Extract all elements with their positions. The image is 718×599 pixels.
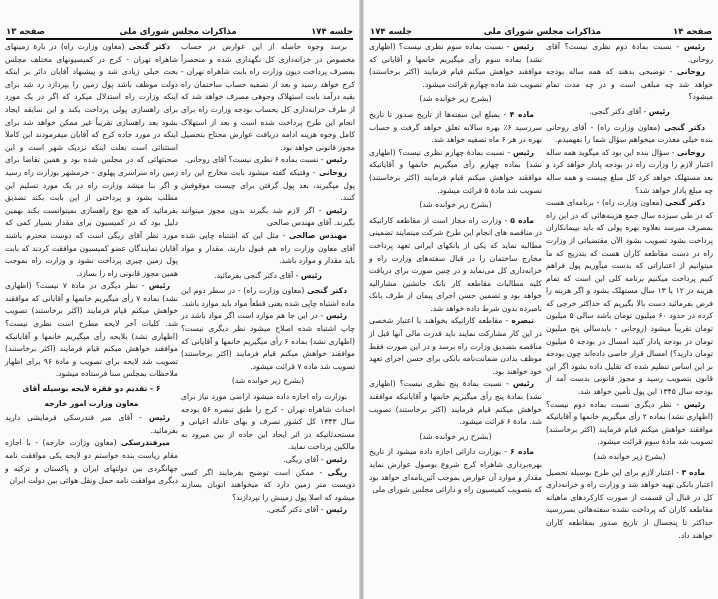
speaker-name: رئیس xyxy=(325,505,347,515)
reading-note xyxy=(546,451,713,464)
paragraph-text: - مقاطعه کارانیکه بخواهند با اعتبار شخصی در این کار مشارکت نمایند باید قدرت مالی آنها قبل از مناقصه بتصدیق وزارت راه برسد و در این صورت فقط موظف بدادن ضمانت‌نامه بانکی برای حسن اجرای تعهد خود خواهند بود. xyxy=(369,316,542,376)
paragraph xyxy=(181,230,355,268)
publication-title: مذاکرات مجلس شورای ملی xyxy=(119,27,237,37)
paragraph xyxy=(369,378,542,428)
speaker-name: روحانی xyxy=(677,147,705,157)
paragraph-text: - اعتبار لازم برای این طرح بوسیله تحصیل اعتبار بانکی تهیه خواهد شد و وزارت راه و خزانه‌داری کل در قبال آن قسمت از صورت کارکردهای ماهیانه مقاطعه کاران که پرداخت نشده سفته‌هائی بسررسید حداکثر تا پنجسال از تاریخ صدور بمقاطعه کاران خواهند داد. xyxy=(546,467,713,540)
paragraph xyxy=(181,391,355,454)
paragraph xyxy=(181,504,355,517)
paragraph xyxy=(369,147,542,197)
paragraph-text: - در این جا هم موارد است اگر مواد باشد در چاپ اشتباه شده اصلاح میشود نظر دیگری نیست؟ (اظهاری نشد) بماده ۶ رأی میگیریم خانمها و آقایانی که موافقند خواهش میکنم قیام فرمایند (اکثر برخاستند) تصویب شد ماده ۷ قرائت میشود. xyxy=(181,311,355,371)
paragraph xyxy=(369,446,542,496)
paragraph-text: بوزارت راه اجازه داده میشود اراضی مورد نیاز برای احداث شاهراه تهران - کرج را طبق تبصره ۵۶ بودجه سال ۱۳۴۳ کل کشور تصرف و بهای عادله اعیانی و مستحدثاتیکه در اثر ایجاد این جاده از بین میرود به مالکین پرداخت نماید. xyxy=(181,392,355,452)
paragraph xyxy=(546,122,713,147)
paragraph-text: - نظر دیگری نسبت بماده دوم نیست؟ (اظهاری نشد) بماده ۲ رأی میگیریم خانمها و آقایانیکه موافقند خواهش میکنم قیام فرمایند (اکثر برخاستند) تصویب شد مادهٔ سوم قرائت میشود. xyxy=(546,399,714,447)
paragraph xyxy=(546,147,713,197)
paragraph xyxy=(546,41,713,66)
reading-note xyxy=(369,93,542,106)
paragraph-text: - مثل این که اشتباه چاپی شده آقای معاون وزارت راه هم قبول دارند، مقدار و مواد باید مقدار و موارد باشد. xyxy=(181,230,355,266)
speaker-name: ماده ۳ xyxy=(681,467,705,477)
speaker-name: تبصره xyxy=(511,316,534,326)
speaker-name: رئیس xyxy=(325,205,347,215)
text-column-right xyxy=(181,41,355,517)
paragraph xyxy=(546,399,713,449)
paragraph-text: (معاون وزارت راه) - آقای روحانی بنده خیلی معذرت میخواهم سؤال شما را نفهمیدم. xyxy=(546,122,713,145)
session-number: جلسه ۱۷۴ xyxy=(370,27,412,37)
paragraph-text: - بوزارت دارائی اجازه داده میشود از تاریخ بهره‌برداری شاهراه کرج شروع بوصول عوارض نماید مقدار و موارد آن عوارض بموجب آئین‌نامه‌ای خواهد بود که بتصویب کمیسیون راه و دارائی مجلس شورای ملی xyxy=(369,447,542,495)
paragraph-text: - وزارت راه مجاز است از مقاطعه کارانیکه در مناقصه های انجام این طرح شرکت مینمایند تضمینی مطالبه نماید که یکی از بانکهای ایرانی تعهد پرداخت مخارج ساختمان را در قبال سفته‌های وزارت راه و خزانه‌داری کل می‌نماید و در چنین صورت برای دریافت کلیه مطالبات مقاطعه کار بانک جانشین مشارالیه خواهد بود و تضمین حسن اجرای پیمان از طرف بانک نامبرده بدون شرط داده خواهد شد. xyxy=(369,215,542,313)
text-column-right xyxy=(546,41,713,542)
paragraph xyxy=(5,41,178,280)
paragraph-text: (بشرح زیر خوانده شد) xyxy=(419,200,492,210)
paragraph-text: - آقای دکتر گنجی. xyxy=(589,106,649,116)
page-number: صفحه ۱۴ xyxy=(673,27,712,37)
paragraph xyxy=(546,106,713,119)
paragraph-text: (بشرح زیر خوانده شد) xyxy=(419,94,492,104)
paragraph-text: - آقای ریگی. xyxy=(283,455,326,464)
paragraph-text: (معاون وزارت راه) - برنامه‌ای هست که در طی سیزده سال جمع هزینه‌هائی که در این راه بمصرف میرسد بعلاوه بهره پولی که باید بپیمانکاران پرداخت بشود تصویب بشود الآن مقتضیاتی از وزارت راه در دست مقاطعه کاران هست که بتدریج که ما میتوانیم از اعتباراتی که بدست میآوریم پول فراهم کنیم پرداخت میکنیم برنامه کلی این است که تمام هزینه در ۱۲ یا ۱۳ سال مستهلک بشود و اگر هزینه را فرض بفرمائید دست بالا بگیریم که حداکثر خرجی که کرده در حدود ۶۰ میلیون تومان باشد سالی ۵ میلیون تومان تقریباً میشود (روحانی - بایدسالی پنج میلیون تومان در بودجه پادار کنید امسال در بودجه ۵ میلیون تومان دارید؟) امسال قرار خاصی داده‌اند چون بودجه بر این اساس تنظیم شده که تقلیل داده بشود اگر این قانون بتصویب رسید و مجوز قانونی بدست آمد از بودجه سال ۱۳۴۵ این پول تأمین خواهد شد. xyxy=(546,198,714,397)
paragraph-text: ۶ - تقدیم دو فقره لایحه بوسیله آقای xyxy=(22,384,161,394)
speaker-name: رئیس xyxy=(683,399,705,409)
speaker-name: رئیس xyxy=(300,270,322,280)
paragraph xyxy=(369,109,542,147)
paragraph xyxy=(5,437,178,487)
speaker-name: میرفندرسکی xyxy=(121,438,170,448)
paragraph-text: - نسبت بماده ۶ نظری نیست؟ آقای روحانی. xyxy=(184,155,326,165)
paragraph xyxy=(181,467,355,505)
reading-note xyxy=(181,375,355,388)
section-heading xyxy=(5,398,178,411)
speaker-name: دکتر گنجی xyxy=(664,122,706,132)
paragraph xyxy=(181,167,355,205)
paragraph-text: - نسبت بماده سوم نظری نیست؟ (اظهاری نشد) بماده سوم رأی میگیریم خانمها و آقایانی که موافقند خواهش میکنم قیام فرمایند (اکثر برخاستند) تصویب شد ماده چهارم قرائت میشود. xyxy=(369,42,542,89)
paragraph xyxy=(5,412,178,437)
speaker-name: رئیس xyxy=(512,379,534,389)
text-column-left xyxy=(5,41,178,488)
paragraph xyxy=(181,310,355,373)
paragraph xyxy=(181,454,355,467)
session-number: جلسه ۱۷۴ xyxy=(311,27,353,37)
paragraph-text: معاون وزارت امور خارجه xyxy=(44,398,139,408)
reading-note xyxy=(369,199,542,212)
section-heading xyxy=(5,383,178,396)
paragraph-text: - آقای میر فندرسکی فرمایشی دارید بفرمائید. xyxy=(5,413,178,435)
speaker-name: رئیس xyxy=(683,42,705,51)
paragraph xyxy=(369,215,542,316)
speaker-name: دکتر گنجی xyxy=(665,198,705,208)
paragraph-text: برسد وجوه حاصله از این عوارض در حساب مخصوص در خزانه‌داری کل نگهداری شده و منحصراً بمصرف پرداخت دیون وزارت راه بابت شاهراه تهران - کرج خواهد رسید و بعد از تصفیه حساب ساختمان راه بقیه درآمد بابت استهلاک وجوهی مصرف خواهد شد که از طرف خزانه‌داری کل بحساب بودجه وزارت راه برای انجام این طرح پرداخت شده است و بعد از استهلاک کامل وجوه هزینه ادامه دریافت عوارض محتاج بتحصیل مجوز قانونی خواهد بود. xyxy=(181,42,355,152)
paragraph-text: (بشرح زیر خوانده شد) xyxy=(593,452,666,461)
paragraph-text: - نسبت بمادهٔ دوم نظری نیست؟ آقای روحانی. xyxy=(546,42,713,64)
speaker-name: رئیس xyxy=(325,311,347,321)
paragraph-text: - نظر دیگری در مادهٔ ۷ نیست؟ (اظهاری نشد) بماده ۷ رأی میگیریم خانمها و آقایانی که موافقند خواهش میکنم قیام فرمایند (اکثر برخاستند) تصویب شد. کلیات آخر لایحه مطرح است نظری نیست؟ (اظهاری نشد) بلایحه رأی میگیریم خانمها و آقایانیکه موافقند خواهش میکنم قیام فرمایند (اکثر برخاستند) تصویب شد لایحه برای تصویب و مادهٔ ۹۶ برای اظهار ملاحظات بمجلس سنا فرستاده میشود. xyxy=(5,281,179,379)
paragraph-text: - بمبلغ این سفته‌ها از تاریخ صدور تا تاریخ سررسید ۶٪ بهره سالانه تعلق خواهد گرفت و حساب بهره در هر ۶ ماه تصفیه خواهد شد. xyxy=(369,109,543,145)
speaker-name: روحانی xyxy=(677,67,705,77)
speaker-name: ریگی xyxy=(327,467,347,477)
speaker-name: دکتر گنجی xyxy=(307,286,348,296)
page-header xyxy=(6,24,353,40)
paragraph-text: - اگر لازم شد بگیرند بدون مجوز میتوانند بگیرند. آقای مهندس صالحی xyxy=(181,205,355,228)
speaker-name: روحانی xyxy=(319,167,347,177)
speaker-name: ماده ۶ xyxy=(510,447,534,457)
paragraph xyxy=(181,205,355,230)
paragraph xyxy=(546,467,713,543)
speaker-name: رئیس xyxy=(512,147,534,157)
speaker-name: رئیس xyxy=(148,413,170,423)
publication-title: مذاکرات مجلس شورای ملی xyxy=(483,27,602,37)
page-header xyxy=(370,24,712,40)
paragraph-text: (معاون وزارت خارجه) - با اجازه مقام ریاست بنده خواستم دو لایحه یکی موافقت نامه جهانگردی بین دولتهای ایران و پاکستان و ترکیه و دیگری موافقت نامه حمل ونقل هوائی بین دولت ایران xyxy=(5,438,178,486)
speaker-name: ماده ۵ xyxy=(510,215,535,225)
paragraph xyxy=(5,280,178,381)
paragraph xyxy=(369,315,542,378)
speaker-name: مهندس صالحی xyxy=(289,230,347,240)
speaker-name: رئیس xyxy=(325,455,347,464)
speaker-name: ماده ۴ xyxy=(509,109,534,119)
paragraph-text: - سؤال بنده این بود که میگوید همه ساله اعتبار لازم را وزارت راه در بودجه پادار خواهد کرد و بعد مستهلک خواهد کرد کل مبلغ چیست و همه ساله چه مبلغ پادار خواهد شد؟ xyxy=(546,147,713,195)
paragraph-text: (بشرح زیر خوانده شد) xyxy=(231,376,305,386)
right-page xyxy=(364,0,718,599)
paragraph-text: - ممکن است توضیح بفرمایند اگر کسی دویست متر زمین دارد که میخواهند اتوبان بسازند میشود که اصلا پول زمینش را نپردازند؟ xyxy=(181,467,355,502)
paragraph xyxy=(181,41,355,154)
speaker-name: رئیس xyxy=(648,106,670,116)
paragraph xyxy=(181,154,355,167)
paragraph-text: - آقای دکتر گنجی بفرمائید. xyxy=(214,270,301,280)
paragraph-text: (معاون وزارت راه) - در سطر دوم این ماده اشتباه چاپی شده یعنی قطعاً مواد باید موارد باشد. xyxy=(181,286,355,308)
paragraph xyxy=(181,270,355,283)
paragraph xyxy=(181,285,355,310)
text-column-left xyxy=(369,41,542,497)
paragraph xyxy=(369,41,542,91)
paragraph-text: - نسبت بمادهٔ چهارم نظری نیست؟ (اظهاری نشد) بماده چهارم رأی میگیریم خانمها و آقایانیکه موافقند خواهش میکنم قیام فرمایند (اکثر برخاستند) تصویب شد مادهٔ ۵ قرائت میشود. xyxy=(369,147,542,195)
paragraph-text: (بشرح زیر خوانده شد) xyxy=(419,431,492,441)
paragraph-text: - توضیحی بدهند که همه ساله بودجه خواهد شد چه مبلغی است و در چه مدت تمام میشود؟ xyxy=(546,67,713,102)
paragraph xyxy=(546,66,713,104)
speaker-name: رئیس xyxy=(512,42,534,51)
page-number: صفحه ۱۳ xyxy=(6,27,45,37)
paragraph-text: - آقای دکتر گنجی. xyxy=(266,505,326,515)
reading-note xyxy=(369,431,542,444)
paragraph-text: - وقتیکه گفته میشود بابت مخارج این راه پول میگیرند، بعد پول گرفتن برای چیست موقوفش کنند. xyxy=(181,167,355,203)
speaker-name: دکتر گنجی xyxy=(128,42,170,51)
speaker-name: رئیس xyxy=(148,281,170,291)
paragraph-text: - نسبت بمادهٔ پنج نظری نیست؟ (اظهاری نشد) بمادهٔ پنج رأی میگیریم خانمها و آقایانیکه موافقند خواهش میکنم قیام فرمایند (اکثر برخاستند) تصویب شد. مادهٔ ۶ قرائت میشود. xyxy=(369,379,542,427)
paragraph-text: (معاون وزارت راه) در بارهٔ زمینهای شاهراه تهران - کرج در کمیسیونهای مختلف مجلس بحث خیلی زیادی شد و پیشنهاد آقایان دائر بر اینکه دولت موظف باشد پول زمین را بپردازد رد شد برای اینکه وزارت راه استدلال میکرد که اگر در یک مورد برای راهسازی پولی پرداخت بکند و این سابقه ایجاد بشود بعد راهسازی تقریباً غیر ممکن خواهد شد برای اینکه در مورد جاده کرج که آقایان میفرمودند این کاملا استثنائی است بعلت اینکه نزدیک شهر است و این صحبتهائی که در مجلس شده بود و همین تقاضا برای زمین راه سراسری پهلوی - خرمشهر بوزارت راه رسید و اگر بنا میشد وزارت راه در یک مورد تسلیم این مطلب بشود و پرداختی از این بابت بکند تصدیق بفرمائید که هیچ نوع راهسازی نمیتوانست بکند بهمین دلیل بود که در کمیسیون برای مقدار بسیار کمی که مورد نظر آقای ریگی است که دوست محترم باشند آقایان نمایندگان عضو کمیسیون موافقت کردند که بابت پول زمین چیزی پرداخت نشود و وزارت راه بموجب همین مجوز قانونی راه را بسازد. xyxy=(5,42,178,278)
paragraph xyxy=(546,197,713,399)
speaker-name: رئیس xyxy=(325,155,347,165)
